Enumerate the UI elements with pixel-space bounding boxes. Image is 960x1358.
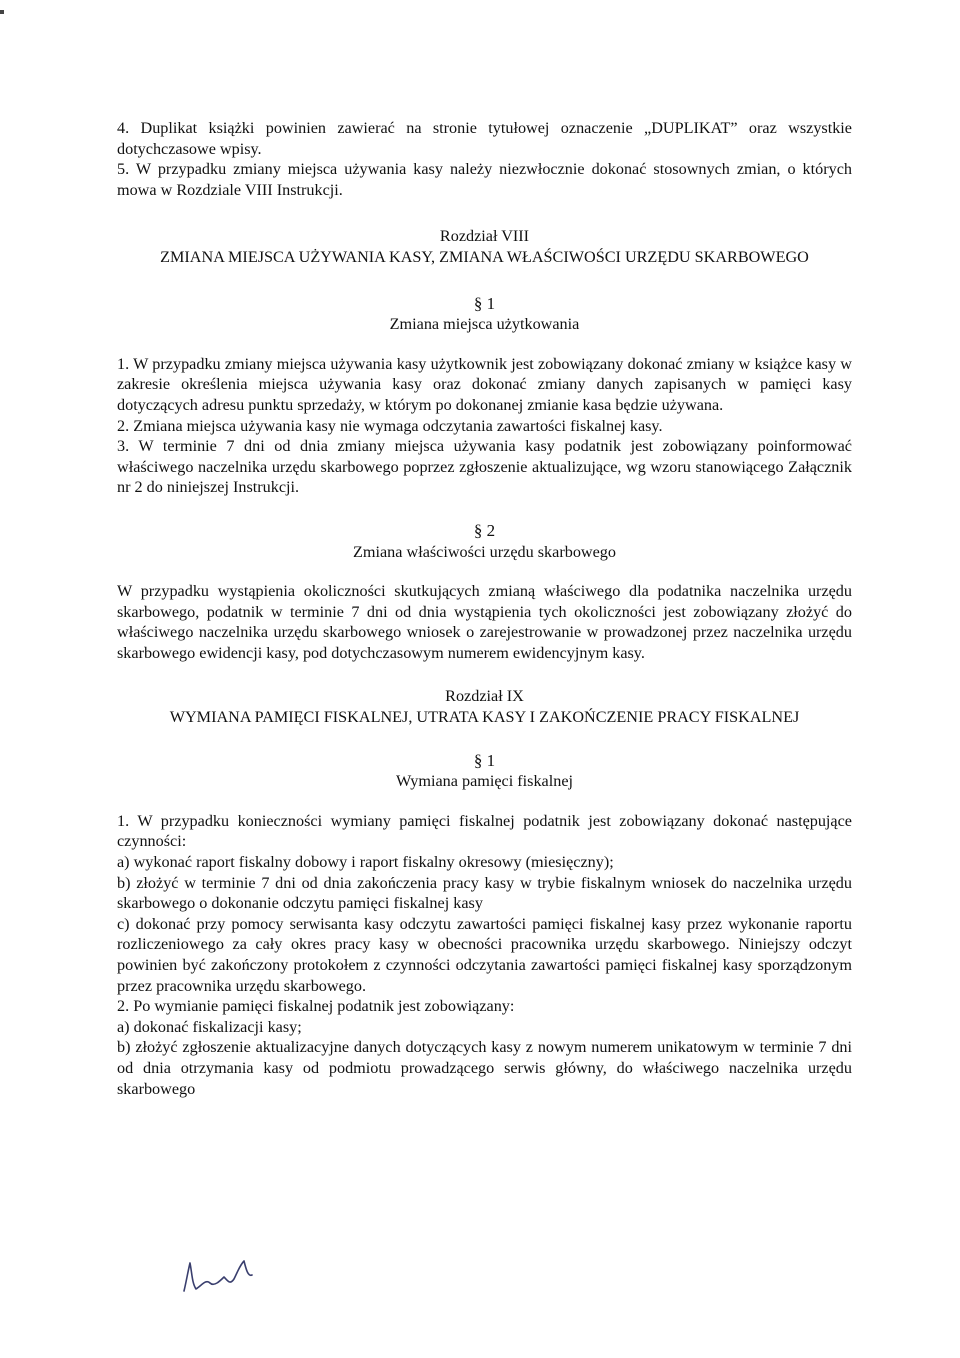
list-item: 2. Po wymianie pamięci fiskalnej podatnik jest zobowiązany: (117, 997, 515, 1016)
chapter-9-label: Rozdział IX (445, 687, 524, 706)
handwritten-signature (180, 1255, 260, 1295)
list-item: b) złożyć zgłoszenie aktualizacyjne danych dotyczących kasy z nowym numerem unikatowym w terminie 7 dni od dnia otrzymania kasy od podmiotu prowadzącego serwis główny, do właściwego naczelnika urzędu skarbowego (117, 1038, 852, 1098)
document-body (117, 118, 852, 1099)
section-mark: § 1 (473, 750, 496, 770)
list-item: 2. Zmiana miejsca używania kasy nie wymaga odczytania zawartości fiskalnej kasy. (117, 416, 663, 435)
list-item: c) dokonać przy pomocy serwisanta kasy odczytu zawartości pamięci fiskalnej kasy przez wykonanie raportu rozliczeniowego za cały okres pracy kasy w obecności pracownika urzędu skarbowego. Niniejszy odczyt powinien być zakończony protokołem z czynności odczytania zawartości pamięci fiskalnej kasy sporządzonym przez pracownika urzędu skarbowego. (117, 914, 852, 995)
chapter-9-title: WYMIANA PAMIĘCI FISKALNEJ, UTRATA KASY I ZAKOŃCZENIE PRACY FISKALNEJ (169, 708, 800, 727)
section-mark: § 1 (473, 293, 496, 313)
section-title: Zmiana właściwości urzędu skarbowego (353, 542, 616, 561)
list-item: 1. W przypadku zmiany miejsca używania kasy użytkownik jest zobowiązany dokonać zmiany w książce kasy w zakresie określenia miejsca używania kasy oraz dokonać zmiany danych zapisanych w pamięci kasy dotyczących adresu punktu sprzedaży, w którym po dokonanej zmianie kasa będzie używana. (117, 354, 852, 414)
section-mark: § 2 (473, 520, 496, 540)
scan-mark (0, 10, 4, 14)
list-item: a) wykonać raport fiskalny dobowy i raport fiskalny okresowy (miesięczny); (117, 853, 614, 872)
chapter-8-title: ZMIANA MIEJSCA UŻYWANIA KASY, ZMIANA WŁAŚCIWOŚCI URZĘDU SKARBOWEGO (160, 247, 809, 266)
paragraph: W przypadku wystąpienia okoliczności skutkujących zmianą właściwego dla podatnika naczelnika urzędu skarbowego, podatnik w terminie 7 dni od dnia wystąpienia tych okoliczności jest zobowiązany złożyć do właściwego naczelnika urzędu skarbowego wniosek o zarejestrowanie w prowadzonej przez naczelnika urzędu skarbowego ewidencji kasy, pod dotychczasowym numerem ewidencyjnym kasy. (117, 582, 852, 662)
paragraph-item-5: 5. W przypadku zmiany miejsca używania kasy należy niezwłocznie dokonać stosownych zmian, o których mowa w Rozdziale VIII Instrukcji. (117, 160, 852, 199)
section-title: Wymiana pamięci fiskalnej (395, 772, 574, 791)
list-item: a) dokonać fiskalizacji kasy; (117, 1017, 302, 1036)
paragraph-item-4: 4. Duplikat książki powinien zawierać na stronie tytułowej oznaczenie „DUPLIKAT” oraz wszystkie dotychczasowe wpisy. (117, 119, 852, 158)
section-title: Zmiana miejsca użytkowania (389, 315, 580, 334)
chapter-8-label: Rozdział VIII (439, 227, 530, 246)
list-item: 3. W terminie 7 dni od dnia zmiany miejsca używania kasy podatnik jest zobowiązany poinformować właściwego naczelnika urzędu skarbowego poprzez zgłoszenie aktualizujące, wg wzoru stanowiącego Załącznik nr 2 do niniejszej Instrukcji. (117, 437, 852, 497)
list-item: b) złożyć w terminie 7 dni od dnia zakończenia pracy kasy w trybie fiskalnym wniosek do naczelnika urzędu skarbowego o dokonanie odczytu pamięci fiskalnej kasy (117, 873, 852, 913)
list-item: 1. W przypadku konieczności wymiany pamięci fiskalnej podatnik jest zobowiązany dokonać następujące czynności: (117, 811, 852, 851)
